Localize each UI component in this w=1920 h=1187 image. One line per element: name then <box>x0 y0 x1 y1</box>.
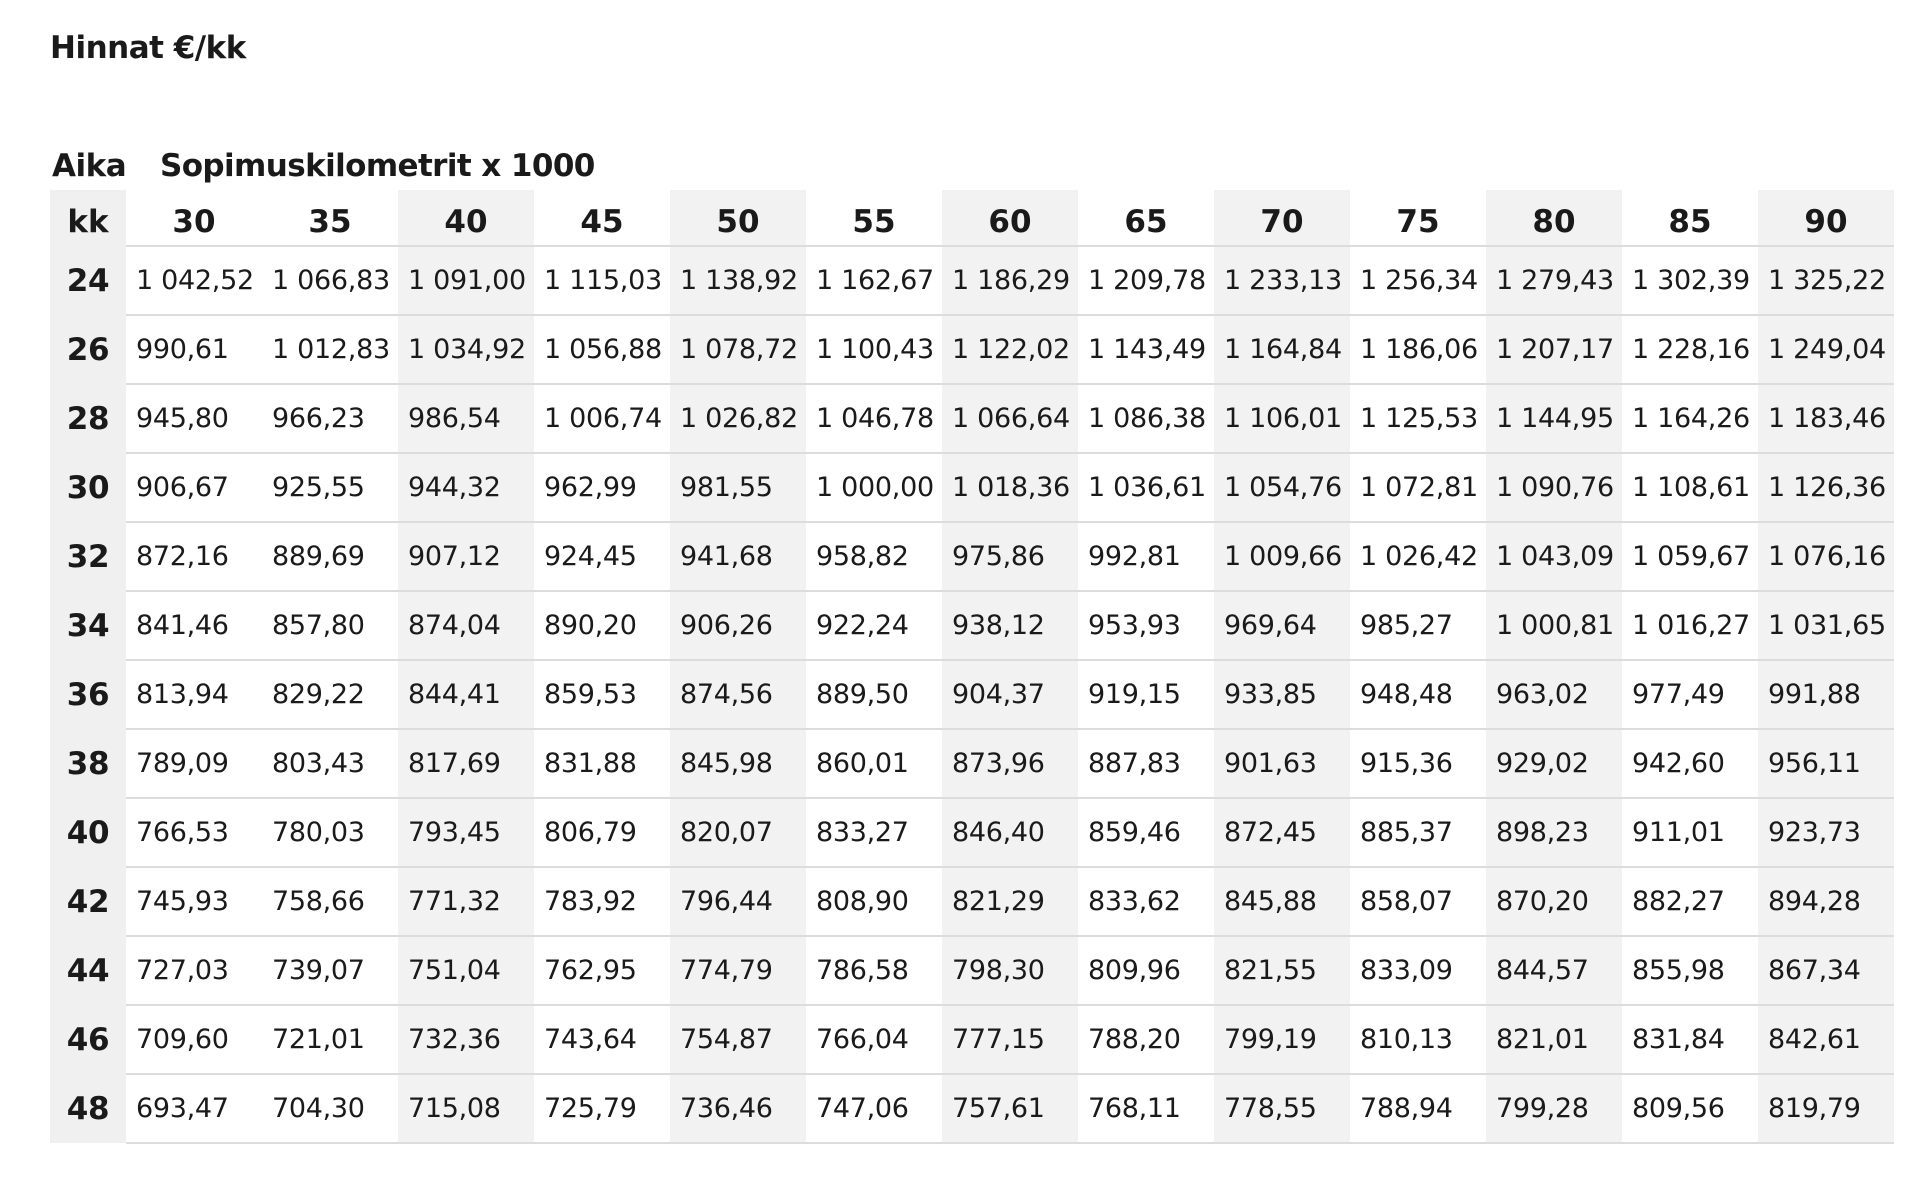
table-row <box>50 729 1894 798</box>
price-cell: 819,79 <box>1758 1074 1894 1143</box>
price-cell: 1 106,01 <box>1214 384 1350 453</box>
price-cell: 985,27 <box>1350 591 1486 660</box>
page-title: Hinnat €/kk <box>50 30 246 66</box>
price-cell: 887,83 <box>1078 729 1214 798</box>
price-cell: 1 078,72 <box>670 315 806 384</box>
price-cell: 747,06 <box>806 1074 942 1143</box>
price-cell: 889,69 <box>262 522 398 591</box>
price-cell: 715,08 <box>398 1074 534 1143</box>
price-cell: 736,46 <box>670 1074 806 1143</box>
price-cell: 929,02 <box>1486 729 1622 798</box>
price-cell: 1 183,46 <box>1758 384 1894 453</box>
row-kk-42: 42 <box>50 867 126 936</box>
price-cell: 907,12 <box>398 522 534 591</box>
price-cell: 806,79 <box>534 798 670 867</box>
price-cell: 745,93 <box>126 867 262 936</box>
price-cell: 977,49 <box>1622 660 1758 729</box>
price-cell: 1 115,03 <box>534 246 670 315</box>
price-cell: 874,04 <box>398 591 534 660</box>
price-cell: 1 249,04 <box>1758 315 1894 384</box>
price-cell: 845,88 <box>1214 867 1350 936</box>
price-cell: 857,80 <box>262 591 398 660</box>
price-cell: 919,15 <box>1078 660 1214 729</box>
price-cell: 1 256,34 <box>1350 246 1486 315</box>
price-cell: 991,88 <box>1758 660 1894 729</box>
price-cell: 1 207,17 <box>1486 315 1622 384</box>
price-cell: 1 108,61 <box>1622 453 1758 522</box>
price-cell: 783,92 <box>534 867 670 936</box>
price-cell: 789,09 <box>126 729 262 798</box>
price-cell: 1 279,43 <box>1486 246 1622 315</box>
price-cell: 1 125,53 <box>1350 384 1486 453</box>
table-row <box>50 591 1894 660</box>
price-cell: 788,94 <box>1350 1074 1486 1143</box>
price-cell: 890,20 <box>534 591 670 660</box>
price-cell: 1 000,81 <box>1486 591 1622 660</box>
price-cell: 732,36 <box>398 1005 534 1074</box>
column-header-85: 85 <box>1622 190 1758 246</box>
price-cell: 786,58 <box>806 936 942 1005</box>
table-row <box>50 453 1894 522</box>
aika-label: Aika <box>52 148 127 184</box>
price-cell: 778,55 <box>1214 1074 1350 1143</box>
row-kk-30: 30 <box>50 453 126 522</box>
price-cell: 855,98 <box>1622 936 1758 1005</box>
price-cell: 942,60 <box>1622 729 1758 798</box>
price-cell: 743,64 <box>534 1005 670 1074</box>
price-cell: 944,32 <box>398 453 534 522</box>
price-cell: 833,62 <box>1078 867 1214 936</box>
row-kk-36: 36 <box>50 660 126 729</box>
price-cell: 898,23 <box>1486 798 1622 867</box>
price-cell: 1 164,84 <box>1214 315 1350 384</box>
price-cell: 938,12 <box>942 591 1078 660</box>
column-header-30: 30 <box>126 190 262 246</box>
price-cell: 1 302,39 <box>1622 246 1758 315</box>
price-table-container <box>50 140 1890 1144</box>
price-cell: 1 144,95 <box>1486 384 1622 453</box>
price-cell: 799,28 <box>1486 1074 1622 1143</box>
price-cell: 906,26 <box>670 591 806 660</box>
price-cell: 962,99 <box>534 453 670 522</box>
price-cell: 1 016,27 <box>1622 591 1758 660</box>
price-cell: 1 164,26 <box>1622 384 1758 453</box>
price-cell: 846,40 <box>942 798 1078 867</box>
price-cell: 1 086,38 <box>1078 384 1214 453</box>
kk-header: kk <box>50 190 126 246</box>
price-cell: 1 036,61 <box>1078 453 1214 522</box>
price-cell: 1 162,67 <box>806 246 942 315</box>
price-cell: 780,03 <box>262 798 398 867</box>
km-label: Sopimuskilometrit x 1000 <box>160 148 595 184</box>
price-cell: 766,53 <box>126 798 262 867</box>
price-cell: 821,55 <box>1214 936 1350 1005</box>
price-cell: 1 076,16 <box>1758 522 1894 591</box>
price-cell: 754,87 <box>670 1005 806 1074</box>
row-kk-48: 48 <box>50 1074 126 1143</box>
row-kk-26: 26 <box>50 315 126 384</box>
price-cell: 1 034,92 <box>398 315 534 384</box>
price-cell: 945,80 <box>126 384 262 453</box>
price-cell: 1 233,13 <box>1214 246 1350 315</box>
price-cell: 844,57 <box>1486 936 1622 1005</box>
price-cell: 924,45 <box>534 522 670 591</box>
price-cell: 925,55 <box>262 453 398 522</box>
column-header-50: 50 <box>670 190 806 246</box>
column-header-40: 40 <box>398 190 534 246</box>
price-cell: 762,95 <box>534 936 670 1005</box>
price-cell: 751,04 <box>398 936 534 1005</box>
price-cell: 1 186,06 <box>1350 315 1486 384</box>
price-cell: 1 325,22 <box>1758 246 1894 315</box>
price-cell: 1 031,65 <box>1758 591 1894 660</box>
row-kk-24: 24 <box>50 246 126 315</box>
price-cell: 894,28 <box>1758 867 1894 936</box>
price-cell: 842,61 <box>1758 1005 1894 1074</box>
price-cell: 704,30 <box>262 1074 398 1143</box>
price-cell: 1 056,88 <box>534 315 670 384</box>
column-header-70: 70 <box>1214 190 1350 246</box>
price-cell: 725,79 <box>534 1074 670 1143</box>
price-cell: 757,61 <box>942 1074 1078 1143</box>
price-cell: 844,41 <box>398 660 534 729</box>
price-cell: 904,37 <box>942 660 1078 729</box>
price-cell: 860,01 <box>806 729 942 798</box>
price-cell: 1 091,00 <box>398 246 534 315</box>
price-cell: 845,98 <box>670 729 806 798</box>
price-cell: 911,01 <box>1622 798 1758 867</box>
price-cell: 771,32 <box>398 867 534 936</box>
price-cell: 821,01 <box>1486 1005 1622 1074</box>
price-cell: 1 143,49 <box>1078 315 1214 384</box>
price-cell: 831,84 <box>1622 1005 1758 1074</box>
price-cell: 986,54 <box>398 384 534 453</box>
price-cell: 1 026,42 <box>1350 522 1486 591</box>
table-row <box>50 1074 1894 1143</box>
price-cell: 1 018,36 <box>942 453 1078 522</box>
price-cell: 1 054,76 <box>1214 453 1350 522</box>
price-cell: 809,56 <box>1622 1074 1758 1143</box>
column-header-65: 65 <box>1078 190 1214 246</box>
price-cell: 777,15 <box>942 1005 1078 1074</box>
price-cell: 831,88 <box>534 729 670 798</box>
price-cell: 1 066,64 <box>942 384 1078 453</box>
price-cell: 956,11 <box>1758 729 1894 798</box>
price-cell: 901,63 <box>1214 729 1350 798</box>
price-cell: 958,82 <box>806 522 942 591</box>
price-cell: 1 026,82 <box>670 384 806 453</box>
price-cell: 906,67 <box>126 453 262 522</box>
price-cell: 727,03 <box>126 936 262 1005</box>
price-cell: 915,36 <box>1350 729 1486 798</box>
price-cell: 859,53 <box>534 660 670 729</box>
price-cell: 1 043,09 <box>1486 522 1622 591</box>
price-cell: 809,96 <box>1078 936 1214 1005</box>
table-row <box>50 315 1894 384</box>
price-cell: 817,69 <box>398 729 534 798</box>
price-cell: 709,60 <box>126 1005 262 1074</box>
price-cell: 1 228,16 <box>1622 315 1758 384</box>
price-cell: 799,19 <box>1214 1005 1350 1074</box>
price-cell: 966,23 <box>262 384 398 453</box>
column-header-35: 35 <box>262 190 398 246</box>
column-header-55: 55 <box>806 190 942 246</box>
column-header-90: 90 <box>1758 190 1894 246</box>
row-kk-32: 32 <box>50 522 126 591</box>
price-cell: 941,68 <box>670 522 806 591</box>
price-cell: 829,22 <box>262 660 398 729</box>
price-cell: 808,90 <box>806 867 942 936</box>
price-cell: 1 186,29 <box>942 246 1078 315</box>
column-header-75: 75 <box>1350 190 1486 246</box>
price-cell: 796,44 <box>670 867 806 936</box>
row-kk-34: 34 <box>50 591 126 660</box>
price-cell: 923,73 <box>1758 798 1894 867</box>
table-row <box>50 867 1894 936</box>
row-kk-28: 28 <box>50 384 126 453</box>
price-cell: 953,93 <box>1078 591 1214 660</box>
table-row <box>50 936 1894 1005</box>
price-cell: 721,01 <box>262 1005 398 1074</box>
price-cell: 788,20 <box>1078 1005 1214 1074</box>
table-row <box>50 384 1894 453</box>
price-cell: 1 042,52 <box>126 246 262 315</box>
price-cell: 933,85 <box>1214 660 1350 729</box>
price-cell: 841,46 <box>126 591 262 660</box>
row-kk-40: 40 <box>50 798 126 867</box>
price-cell: 1 009,66 <box>1214 522 1350 591</box>
column-header-60: 60 <box>942 190 1078 246</box>
price-cell: 1 046,78 <box>806 384 942 453</box>
price-cell: 922,24 <box>806 591 942 660</box>
price-cell: 803,43 <box>262 729 398 798</box>
price-cell: 768,11 <box>1078 1074 1214 1143</box>
price-cell: 833,09 <box>1350 936 1486 1005</box>
row-kk-38: 38 <box>50 729 126 798</box>
price-cell: 867,34 <box>1758 936 1894 1005</box>
price-cell: 992,81 <box>1078 522 1214 591</box>
table-header-labels <box>50 140 1890 190</box>
row-kk-46: 46 <box>50 1005 126 1074</box>
price-cell: 870,20 <box>1486 867 1622 936</box>
price-cell: 981,55 <box>670 453 806 522</box>
price-cell: 1 209,78 <box>1078 246 1214 315</box>
price-cell: 1 138,92 <box>670 246 806 315</box>
price-cell: 820,07 <box>670 798 806 867</box>
price-cell: 1 090,76 <box>1486 453 1622 522</box>
column-header-row <box>50 190 1894 246</box>
price-cell: 758,66 <box>262 867 398 936</box>
price-cell: 693,47 <box>126 1074 262 1143</box>
table-row <box>50 1005 1894 1074</box>
table-row <box>50 798 1894 867</box>
price-cell: 872,45 <box>1214 798 1350 867</box>
price-cell: 1 000,00 <box>806 453 942 522</box>
price-cell: 1 072,81 <box>1350 453 1486 522</box>
price-cell: 872,16 <box>126 522 262 591</box>
table-row <box>50 522 1894 591</box>
price-cell: 1 126,36 <box>1758 453 1894 522</box>
price-cell: 873,96 <box>942 729 1078 798</box>
price-cell: 885,37 <box>1350 798 1486 867</box>
price-cell: 833,27 <box>806 798 942 867</box>
price-cell: 969,64 <box>1214 591 1350 660</box>
price-cell: 874,56 <box>670 660 806 729</box>
price-cell: 975,86 <box>942 522 1078 591</box>
price-cell: 821,29 <box>942 867 1078 936</box>
row-kk-44: 44 <box>50 936 126 1005</box>
price-cell: 774,79 <box>670 936 806 1005</box>
price-cell: 963,02 <box>1486 660 1622 729</box>
price-cell: 990,61 <box>126 315 262 384</box>
price-table <box>50 190 1894 1144</box>
price-cell: 889,50 <box>806 660 942 729</box>
price-cell: 1 122,02 <box>942 315 1078 384</box>
price-cell: 882,27 <box>1622 867 1758 936</box>
column-header-45: 45 <box>534 190 670 246</box>
price-cell: 766,04 <box>806 1005 942 1074</box>
price-cell: 859,46 <box>1078 798 1214 867</box>
price-cell: 1 066,83 <box>262 246 398 315</box>
table-row <box>50 660 1894 729</box>
price-cell: 1 012,83 <box>262 315 398 384</box>
price-cell: 798,30 <box>942 936 1078 1005</box>
price-cell: 948,48 <box>1350 660 1486 729</box>
price-cell: 1 100,43 <box>806 315 942 384</box>
column-header-80: 80 <box>1486 190 1622 246</box>
price-cell: 810,13 <box>1350 1005 1486 1074</box>
price-cell: 1 059,67 <box>1622 522 1758 591</box>
price-cell: 739,07 <box>262 936 398 1005</box>
price-cell: 858,07 <box>1350 867 1486 936</box>
price-cell: 1 006,74 <box>534 384 670 453</box>
table-row <box>50 246 1894 315</box>
price-cell: 793,45 <box>398 798 534 867</box>
price-cell: 813,94 <box>126 660 262 729</box>
